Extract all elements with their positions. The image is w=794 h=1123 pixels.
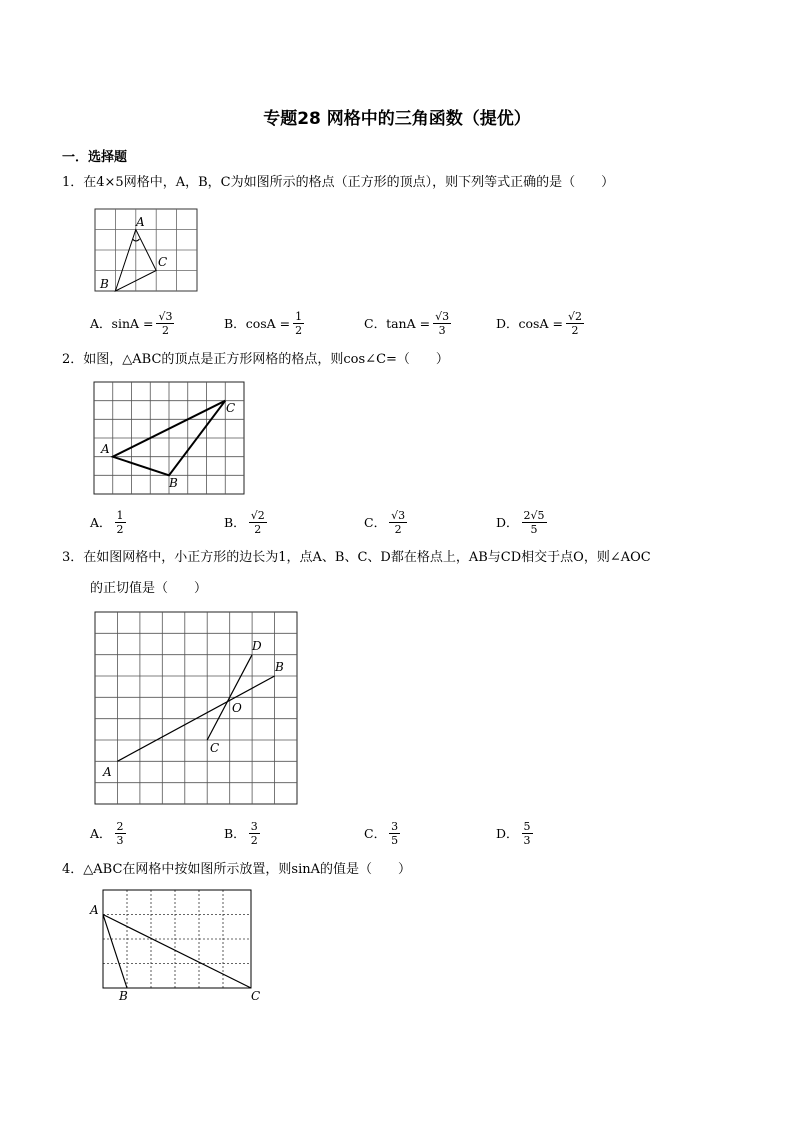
q3-option-b[interactable]: B． $\frac{3}{2}$ [224, 819, 258, 847]
q2-option-d[interactable]: D． $\frac{2√5}{5}$ [496, 508, 545, 536]
question-2-options [90, 504, 730, 540]
question-3-text: 3．在如图网格中，小正方形的边长为1，点A、B、C、D都在格点上，AB与CD相交于点O，则∠AOC [62, 550, 651, 565]
fraction: $\frac{3}{5}$ [391, 819, 399, 847]
fraction: $\frac{2}{3}$ [116, 819, 124, 847]
q2-option-b[interactable]: B． $\frac{√2}{2}$ [224, 508, 265, 536]
q2-option-a[interactable]: A． $\frac{1}{2}$ [90, 508, 124, 536]
page-title: 专题28 网格中的三角函数（提优） [263, 109, 531, 129]
question-1-grid-figure [94, 208, 204, 296]
section-heading: 一．选择题 [62, 150, 128, 165]
question-1-text: 1．在4×5网格中，A，B，C为如图所示的格点（正方形的顶点），则下列等式正确的是（ ） [62, 175, 615, 190]
fraction: $\frac{2√5}{5}$ [523, 508, 545, 536]
question-3-grid-figure [93, 610, 300, 806]
q3-label-b: B [275, 660, 284, 674]
question-2-text: 2．如图，△ABC的顶点是正方形网格的格点，则cos∠C=（ ） [62, 352, 449, 367]
q1-option-b[interactable]: B． cosA = $\frac{1}{2}$ [224, 309, 303, 337]
fraction: $\frac{√3}{3}$ [435, 309, 450, 337]
q4-label-c: C [251, 989, 261, 1003]
q3-label-c: C [210, 741, 220, 755]
fraction: $\frac{1}{2}$ [116, 508, 124, 536]
question-1-options [90, 305, 730, 341]
q2-option-c[interactable]: C． $\frac{√3}{2}$ [364, 508, 406, 536]
q3-option-d[interactable]: D． $\frac{5}{3}$ [496, 819, 531, 847]
fraction: $\frac{√2}{2}$ [250, 508, 265, 536]
q2-label-b: B [169, 476, 178, 490]
q1-option-a[interactable]: A． sinA = $\frac{√3}{2}$ [90, 309, 173, 337]
q1-option-d[interactable]: D． cosA = $\frac{√2}{2}$ [496, 309, 582, 337]
q1-option-c[interactable]: C． tanA = $\frac{√3}{3}$ [364, 309, 450, 337]
fraction: $\frac{1}{2}$ [295, 309, 303, 337]
q3-label-d: D [252, 639, 262, 653]
q3-label-o: O [232, 701, 242, 715]
q1-label-a: A [136, 215, 145, 229]
q2-label-a: A [101, 442, 110, 456]
question-4-grid-figure [88, 888, 268, 1006]
q3-label-a: A [103, 765, 112, 779]
fraction: $\frac{3}{2}$ [250, 819, 258, 847]
question-2-grid-figure [92, 380, 248, 496]
q3-option-c[interactable]: C． $\frac{3}{5}$ [364, 819, 399, 847]
question-3-text-cont: 的正切值是（ ） [90, 581, 208, 596]
q4-label-a: A [90, 903, 99, 917]
fraction: $\frac{√3}{2}$ [158, 309, 173, 337]
question-4-text: 4．△ABC在网格中按如图所示放置，则sinA的值是（ ） [62, 862, 411, 877]
q1-label-b: B [100, 277, 109, 291]
question-3-options [90, 815, 730, 851]
fraction: $\frac{√2}{2}$ [567, 309, 582, 337]
q3-option-a[interactable]: A． $\frac{2}{3}$ [90, 819, 124, 847]
fraction: $\frac{√3}{2}$ [391, 508, 406, 536]
q2-label-c: C [226, 401, 236, 415]
q1-label-c: C [158, 255, 168, 269]
q4-label-b: B [119, 989, 128, 1003]
fraction: $\frac{5}{3}$ [523, 819, 531, 847]
